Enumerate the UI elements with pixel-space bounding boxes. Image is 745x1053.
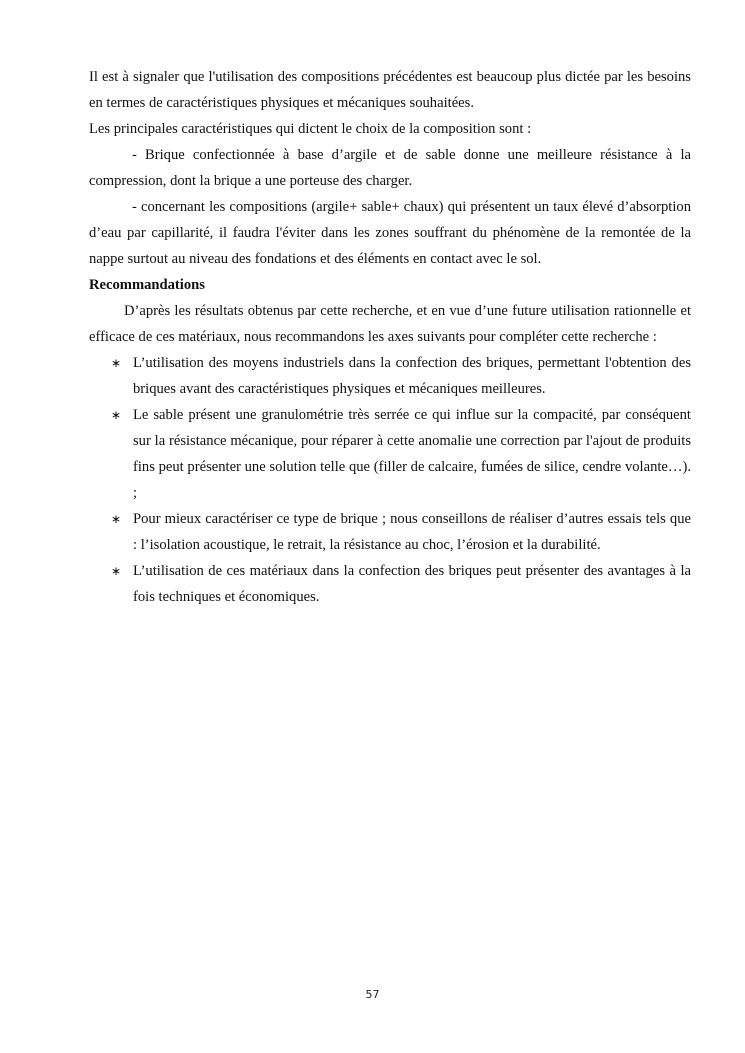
paragraph-intro: Il est à signaler que l'utilisation des compositions précédentes est beaucoup plus dictée par les besoins en termes de caractéristiques physiques et mécaniques souhaitées.	[89, 69, 691, 111]
recommendations-list	[89, 350, 691, 610]
paragraph-recommendations-intro: D’après les résultats obtenus par cette recherche, et en vue d’une future utilisation rationnelle et efficace de ces matériaux, nous recommandons les axes suivants pour compléter cette recherche :	[89, 303, 691, 345]
list-item	[89, 350, 691, 402]
section-heading-recommandations: Recommandations	[89, 277, 205, 293]
list-item-text: Le sable présent une granulométrie très serrée ce qui influe sur la compacité, par conséquent sur la résistance mécanique, pour réparer à cette anomalie une correction par l'ajout de produits fins peut présenter une solution telle que (filler de calcaire, fumées de silice, cendre volante…). ;	[133, 407, 691, 501]
asterisk-bullet-icon: ∗	[111, 512, 122, 526]
asterisk-bullet-icon: ∗	[111, 356, 122, 370]
document-page	[89, 64, 691, 610]
asterisk-bullet-icon: ∗	[111, 408, 122, 422]
list-item-text: L’utilisation de ces matériaux dans la confection des briques peut présenter des avantages à la fois techniques et économiques.	[133, 563, 691, 605]
paragraph-characteristics: Les principales caractéristiques qui dictent le choix de la composition sont :	[89, 121, 532, 137]
list-item	[89, 402, 691, 506]
paragraph-argile-sable-chaux: - concernant les compositions (argile+ sable+ chaux) qui présentent un taux élevé d’absorption d’eau par capillarité, il faudra l'éviter dans les zones souffrant du phénomène de la remontée de la nappe surtout au niveau des fondations et des éléments en contact avec le sol.	[89, 199, 691, 267]
asterisk-bullet-icon: ∗	[111, 564, 122, 578]
list-item-text: L’utilisation des moyens industriels dans la confection des briques, permettant l'obtention des briques avant des caractéristiques physiques et mécaniques meilleures.	[133, 355, 691, 397]
page-number: 57	[365, 988, 380, 1001]
paragraph-brique-argile-sable: - Brique confectionnée à base d’argile et de sable donne une meilleure résistance à la compression, dont la brique a une porteuse des charger.	[89, 147, 691, 189]
list-item-text: Pour mieux caractériser ce type de brique ; nous conseillons de réaliser d’autres essais tels que : l’isolation acoustique, le retrait, la résistance au choc, l’érosion et la durabilité.	[133, 511, 691, 553]
list-item	[89, 506, 691, 558]
list-item	[89, 558, 691, 610]
